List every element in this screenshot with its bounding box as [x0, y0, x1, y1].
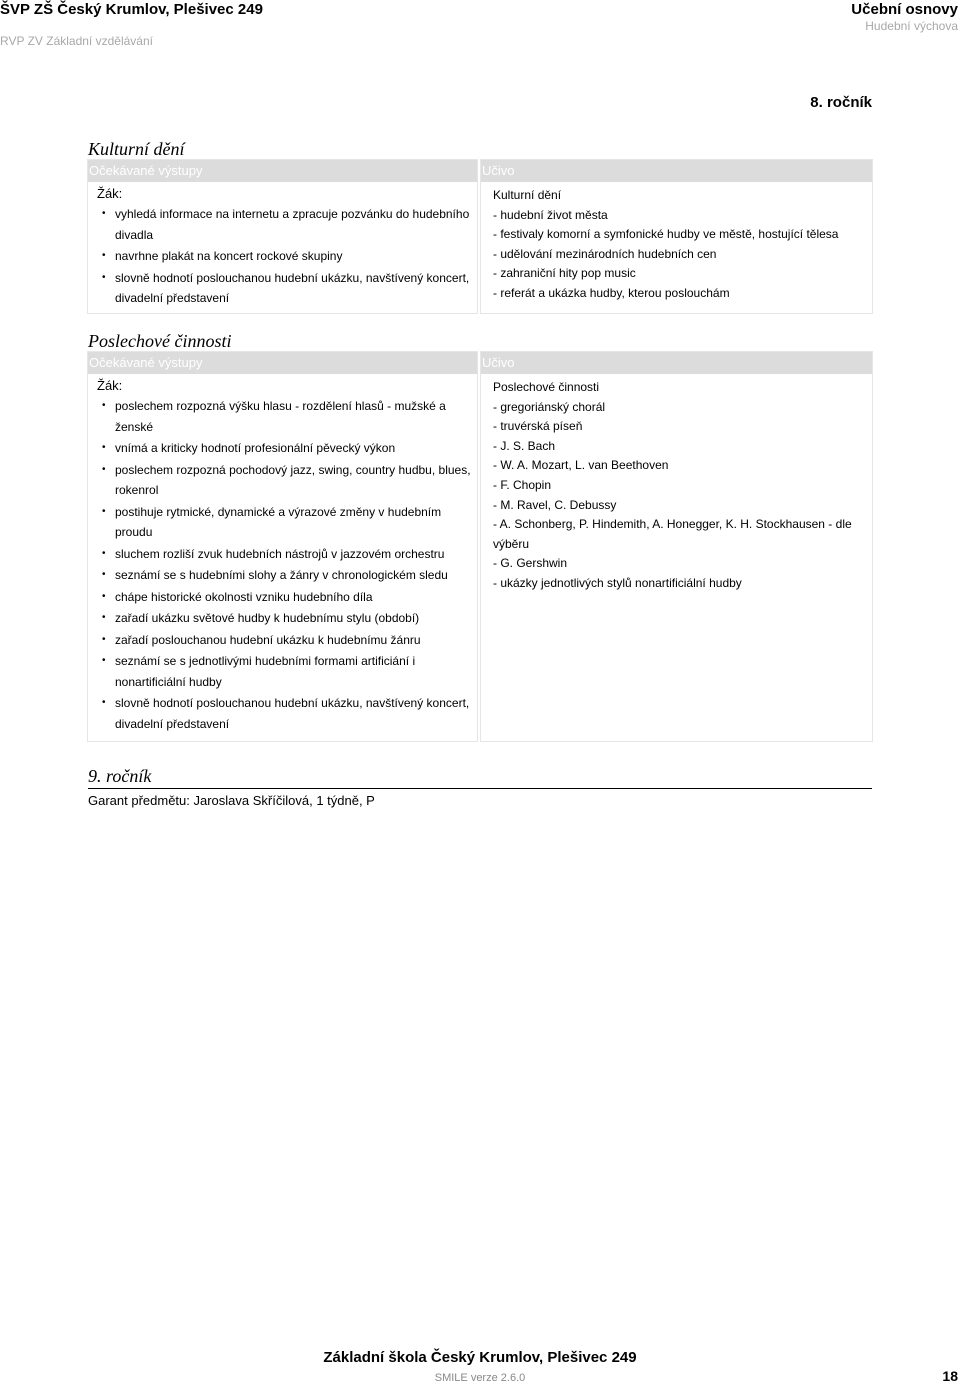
content-box-poslechove-cinnosti — [480, 351, 873, 742]
content-list — [481, 182, 872, 304]
page-number: 18 — [942, 1368, 958, 1384]
content-header: Učivo — [481, 160, 872, 182]
outcomes-box-kulturni-deni — [87, 159, 478, 314]
grade-9-heading: 9. ročník — [88, 766, 872, 789]
outcomes-box-poslechove-cinnosti — [87, 351, 478, 742]
list-item: - referát a ukázka hudby, kterou poslouchám — [493, 285, 730, 300]
list-item: • zařadí ukázku světové hudby k hudebnímu stylu (období) — [100, 608, 471, 629]
list-item: • vnímá a kriticky hodnotí profesionální pěvecký výkon — [100, 438, 471, 459]
outcomes-header: Očekávané výstupy — [88, 352, 477, 374]
list-item: • zařadí poslouchanou hudební ukázku k hudebnímu žánru — [100, 630, 471, 651]
list-item: - M. Ravel, C. Debussy — [493, 497, 617, 512]
list-item: - ukázky jednotlivých stylů nonartificiální hudby — [493, 575, 742, 590]
outcomes-list — [100, 204, 471, 309]
document-title: Učební osnovy — [851, 1, 958, 18]
list-item: - truvérská píseň — [493, 419, 583, 434]
list-item: - zahraniční hity pop music — [493, 266, 636, 281]
list-item: • chápe historické okolnosti vzniku hudebního díla — [100, 587, 471, 608]
list-item: Poslechové činnosti — [493, 380, 600, 394]
school-name: ŠVP ZŠ Český Krumlov, Plešivec 249 — [0, 1, 263, 18]
list-item: - A. Schonberg, P. Hindemith, A. Honegger, K. H. Stockhausen - dle výběru — [493, 517, 852, 551]
list-item: - G. Gershwin — [493, 556, 568, 571]
outcomes-header: Očekávané výstupy — [88, 160, 477, 182]
footer-version: SMILE verze 2.6.0 — [434, 1372, 526, 1384]
list-item: • seznámí se s jednotlivými hudebními formami artificiání i nonartificiální hudby — [100, 651, 471, 692]
list-item: - F. Chopin — [493, 477, 552, 492]
rvp-label: RVP ZV Základní vzdělávání — [0, 34, 153, 48]
list-item: • sluchem rozliší zvuk hudebních nástrojů v jazzovém orchestru — [100, 544, 471, 565]
grade-8-heading: 8. ročník — [810, 94, 872, 111]
list-item: • slovně hodnotí poslouchanou hudební ukázku, navštívený koncert, divadelní představení — [100, 268, 471, 309]
list-item: • vyhledá informace na internetu a zpracuje pozvánku do hudebního divadla — [100, 204, 471, 245]
outcomes-list — [100, 396, 471, 734]
subject-name: Hudební výchova — [865, 19, 958, 33]
list-item: - W. A. Mozart, L. van Beethoven — [493, 458, 669, 473]
content-box-kulturni-deni — [480, 159, 873, 314]
footer-school-name: Základní škola Český Krumlov, Plešivec 249 — [323, 1349, 637, 1366]
list-item: Kulturní dění — [493, 188, 562, 202]
list-item: - gregoriánský chorál — [493, 399, 606, 414]
section-title-poslechove-cinnosti: Poslechové činnosti — [88, 331, 232, 351]
list-item: - festivaly komorní a symfonické hudby ve městě, hostující tělesa — [493, 227, 839, 242]
list-item: - udělování mezinárodních hudebních cen — [493, 246, 717, 261]
list-item: • seznámí se s hudebními slohy a žánry v chronologickém sledu — [100, 565, 471, 586]
list-item: • poslechem rozpozná výšku hlasu - rozdělení hlasů - mužské a ženské — [100, 396, 471, 437]
section-title-kulturni-deni: Kulturní dění — [88, 139, 185, 159]
list-item: - hudební život města — [493, 207, 608, 222]
list-item: - J. S. Bach — [493, 438, 556, 453]
list-item: • navrhne plakát na koncert rockové skupiny — [100, 246, 471, 267]
list-item: • poslechem rozpozná pochodový jazz, swing, country hudbu, blues, rokenrol — [100, 460, 471, 501]
list-item: • slovně hodnotí poslouchanou hudební ukázku, navštívený koncert, divadelní představení — [100, 693, 471, 734]
content-header: Učivo — [481, 352, 872, 374]
content-list — [481, 374, 872, 594]
pupil-label: Žák: — [97, 186, 123, 201]
list-item: • postihuje rytmické, dynamické a výrazové změny v hudebním proudu — [100, 502, 471, 543]
pupil-label: Žák: — [97, 378, 123, 393]
subject-guarantor: Garant předmětu: Jaroslava Skříčilová, 1 týdně, P — [88, 793, 375, 808]
